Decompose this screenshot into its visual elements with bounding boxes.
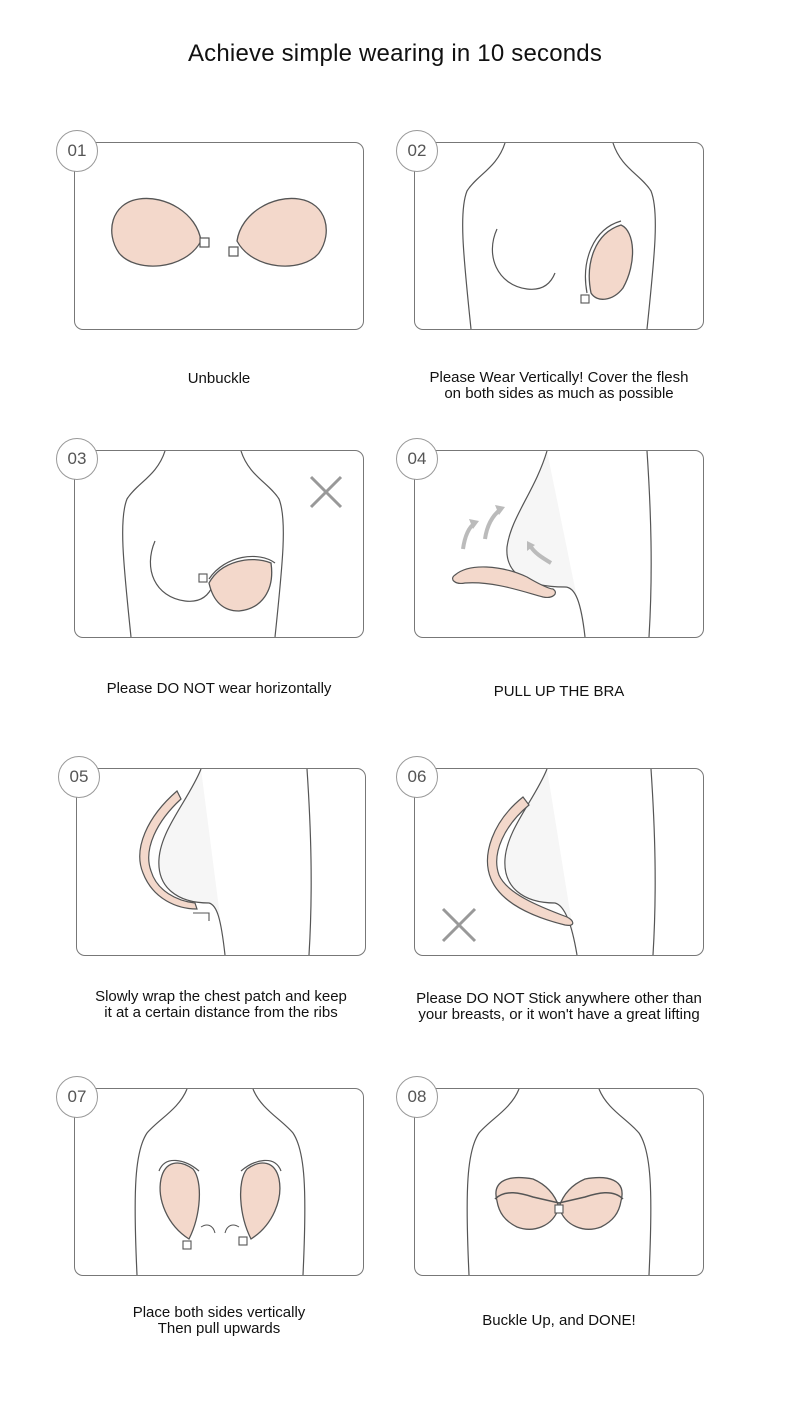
unbuckled-cups-illustration [75,143,363,329]
step-illustration [74,142,364,330]
step-caption: PULL UP THE BRA [493,683,625,700]
step-number: 02 [396,130,438,172]
step-caption: Please DO NOT wear horizontally [106,680,332,697]
step-illustration [414,768,704,956]
step-number: 07 [56,1076,98,1118]
step-caption: Buckle Up, and DONE! [482,1312,636,1329]
step-caption: Please DO NOT Stick anywhere other than your breasts, or it won't have a great lifting [416,990,702,1023]
step-caption: Slowly wrap the chest patch and keep it at a certain distance from the ribs [95,988,347,1021]
step-illustration [414,1088,704,1276]
step-illustration [74,1088,364,1276]
pull-up-bra-illustration [415,451,703,637]
step-caption: Place both sides vertically Then pull upwards [132,1304,306,1337]
step-illustration [414,450,704,638]
wrong-placement-illustration [415,769,703,955]
page-title: Achieve simple wearing in 10 seconds [187,40,603,67]
step-illustration [76,768,366,956]
wrap-chest-patch-illustration [77,769,365,955]
wrong-cross-icon [311,477,341,507]
step-illustration [74,450,364,638]
wrong-cross-icon [443,909,475,941]
step-number: 04 [396,438,438,480]
vertical-wearing-illustration [415,143,703,329]
step-illustration [414,142,704,330]
step-caption: Unbuckle [187,370,251,387]
step-caption: Please Wear Vertically! Cover the flesh on both sides as much as possible [429,369,689,402]
place-vertically-illustration [75,1089,363,1275]
buckled-bra-illustration [415,1089,703,1275]
horizontal-wearing-illustration [75,451,363,637]
step-number: 08 [396,1076,438,1118]
step-number: 01 [56,130,98,172]
step-number: 05 [58,756,100,798]
step-number: 06 [396,756,438,798]
step-number: 03 [56,438,98,480]
